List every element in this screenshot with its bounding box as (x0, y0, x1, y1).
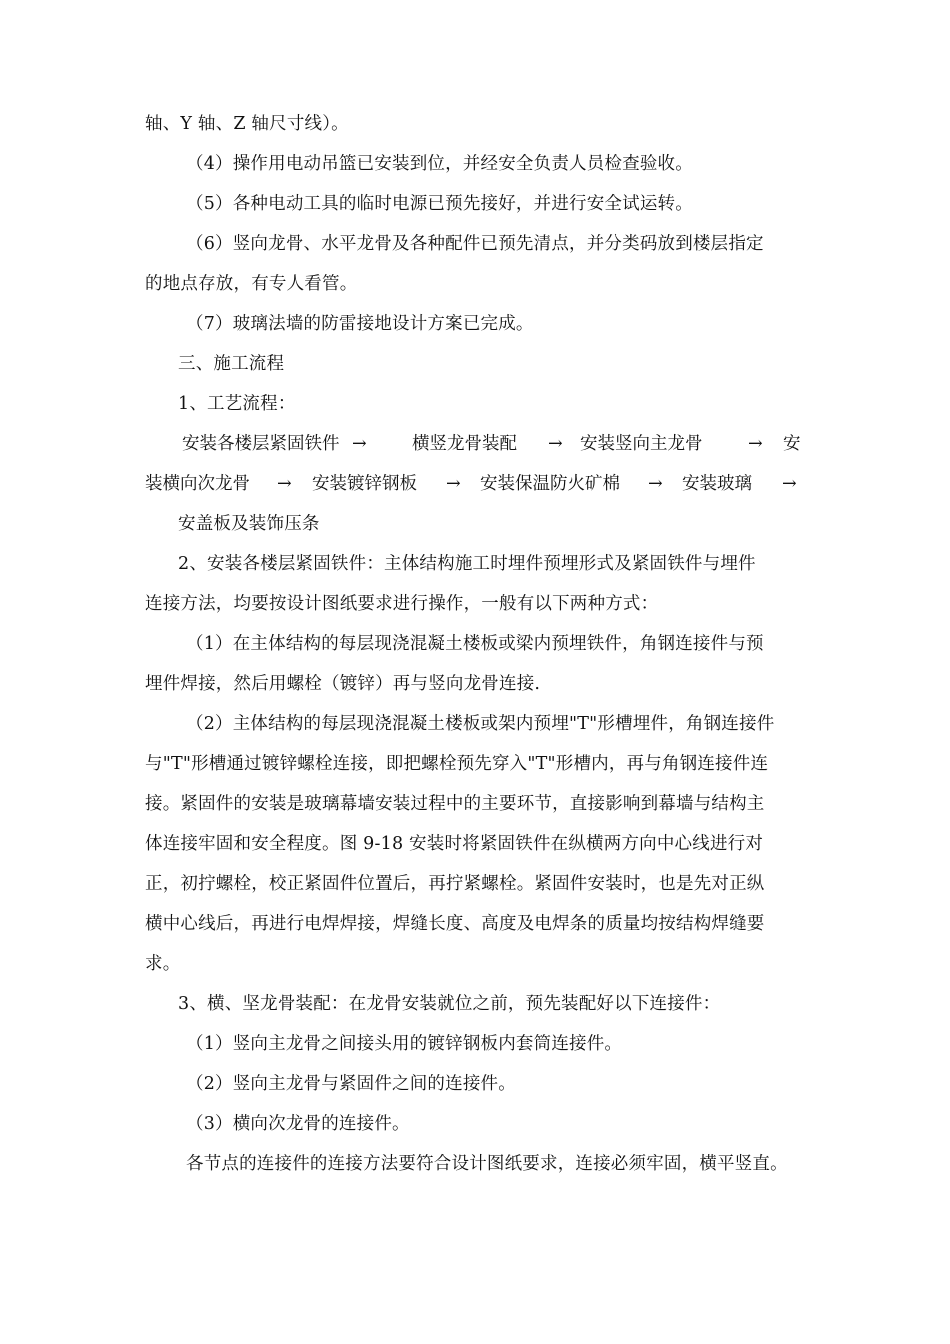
flow-step: 安装镀锌钢板 (312, 474, 417, 494)
flow-step: 安盖板及装饰压条 (178, 514, 320, 534)
paragraph-line: （2）竖向主龙骨与紧固件之间的连接件。 (186, 1074, 516, 1094)
paragraph-line: （3）横向次龙骨的连接件。 (186, 1114, 410, 1134)
paragraph-line: 横中心线后，再进行电焊焊接，焊缝长度、高度及电焊条的质量均按结构焊缝要 (145, 914, 765, 934)
flow-arrow: → (748, 434, 763, 454)
paragraph-line: 各节点的连接件的连接方法要符合设计图纸要求，连接必须牢固，横平竖直。 (186, 1154, 788, 1174)
flow-step: 安装竖向主龙骨 (580, 434, 703, 454)
paragraph-line: 的地点存放，有专人看管。 (145, 274, 358, 294)
paragraph-line: 接。紧固件的安装是玻璃幕墙安装过程中的主要环节，直接影响到幕墙与结构主 (145, 794, 765, 814)
paragraph-line: 2、安装各楼层紧固铁件：主体结构施工时埋件预埋形式及紧固铁件与埋件 (178, 554, 756, 574)
flow-step: 安 (783, 434, 801, 454)
flow-arrow: → (782, 474, 797, 494)
paragraph-line: 求。 (145, 954, 181, 974)
paragraph-line: （5）各种电动工具的临时电源已预先接好，并进行安全试运转。 (186, 194, 693, 214)
paragraph-line: （2）主体结构的每层现浇混凝土楼板或架内预埋"T"形槽埋件，角钢连接件 (186, 714, 775, 734)
flow-arrow: → (446, 474, 461, 494)
paragraph-line: （1）在主体结构的每层现浇混凝土楼板或梁内预埋铁件，角钢连接件与预 (186, 634, 764, 654)
flow-arrow: → (648, 474, 663, 494)
subsection-heading: 1、工艺流程： (178, 394, 296, 414)
flow-step: 装横向次龙骨 (145, 474, 250, 494)
paragraph-line: 体连接牢固和安全程度。图 9-18 安装时将紧固铁件在纵横两方向中心线进行对 (145, 834, 764, 854)
paragraph-line: 埋件焊接，然后用螺栓（镀锌）再与竖向龙骨连接. (145, 674, 541, 694)
paragraph-line: （4）操作用电动吊篮已安装到位，并经安全负责人员检查验收。 (186, 154, 693, 174)
section-heading: 三、施工流程 (178, 354, 285, 374)
flow-step: 安装玻璃 (682, 474, 752, 494)
flow-arrow: → (277, 474, 292, 494)
flow-arrow: → (352, 434, 367, 454)
paragraph-line: （7）玻璃法墙的防雷接地设计方案已完成。 (186, 314, 534, 334)
flow-arrow: → (548, 434, 563, 454)
paragraph-line: 连接方法，均要按设计图纸要求进行操作，一般有以下两种方式： (145, 594, 659, 614)
paragraph-line: 与"T"形槽通过镀锌螺栓连接，即把螺栓预先穿入"T"形槽内，再与角钢连接件连 (145, 754, 769, 774)
paragraph-line: 正，初拧螺栓，校正紧固件位置后，再拧紧螺栓。紧固件安装时，也是先对正纵 (145, 874, 765, 894)
paragraph-line: （6）竖向龙骨、水平龙骨及各种配件已预先清点，并分类码放到楼层指定 (186, 234, 764, 254)
paragraph-line: （1）竖向主龙骨之间接头用的镀锌钢板内套筒连接件。 (186, 1034, 623, 1054)
flow-step: 横竖龙骨装配 (412, 434, 517, 454)
flow-step: 安装各楼层紧固铁件 (182, 434, 340, 454)
paragraph-line: 轴、Y 轴、Z 轴尺寸线）。 (145, 114, 349, 134)
flow-step: 安装保温防火矿棉 (480, 474, 620, 494)
paragraph-line: 3、横、坚龙骨装配：在龙骨安装就位之前，预先装配好以下连接件： (178, 994, 721, 1014)
